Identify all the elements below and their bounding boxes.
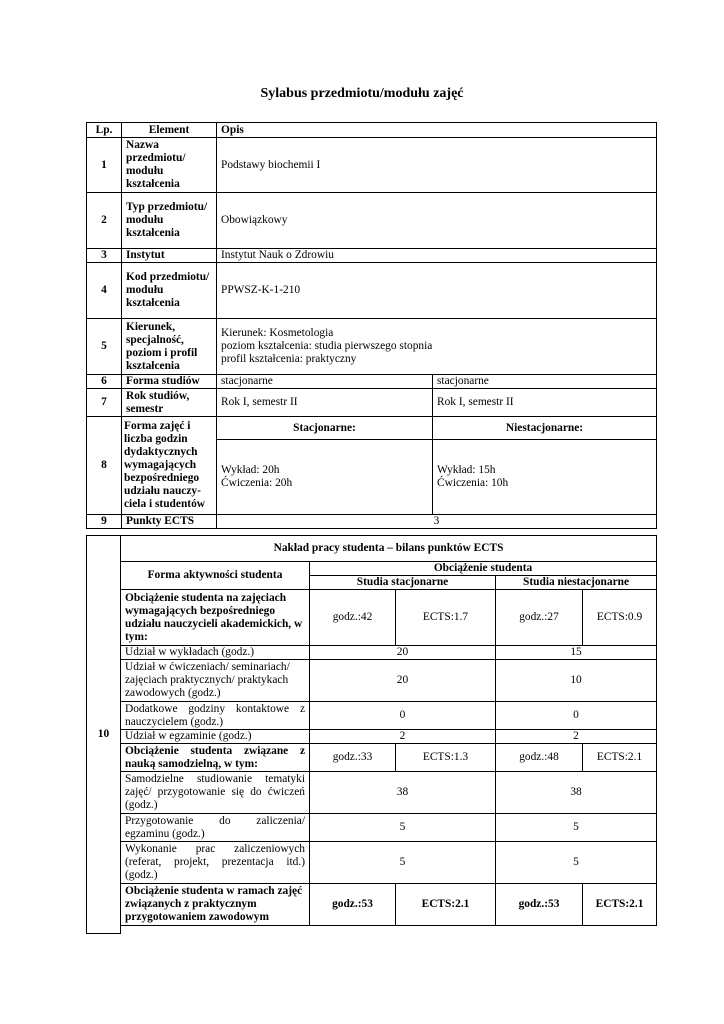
row-number: 5 bbox=[87, 319, 122, 375]
full-time-ects: ECTS:1.3 bbox=[396, 744, 496, 772]
part-time-value: 0 bbox=[496, 702, 657, 730]
full-time-value: stacjonarne bbox=[217, 375, 433, 389]
workload-header-row bbox=[121, 562, 657, 576]
row-2 bbox=[87, 193, 657, 249]
activity-label: Obciążenie studenta związane z nauką samodzielną, w tym: bbox=[121, 744, 310, 772]
row-label: Kierunek, specjalność, poziom i profil kształcenia bbox=[122, 319, 217, 375]
workload-title: Nakład pracy studenta – bilans punktów ECTS bbox=[121, 536, 657, 562]
full-time-hours: godz.:33 bbox=[310, 744, 396, 772]
part-time-ects: ECTS:2.1 bbox=[583, 744, 657, 772]
activity-label: Udział w wykładach (godz.) bbox=[121, 646, 310, 660]
part-time-hours: godz.:48 bbox=[496, 744, 583, 772]
part-time-value: 5 bbox=[496, 842, 657, 884]
row-number: 4 bbox=[87, 263, 122, 319]
workload-row bbox=[121, 702, 657, 730]
full-time-ects: ECTS:2.1 bbox=[396, 884, 496, 926]
exercise-hours: Ćwiczenia: 10h bbox=[437, 477, 509, 489]
part-time-header: Niestacjonarne: bbox=[433, 417, 657, 440]
ects-value: 3 bbox=[217, 515, 657, 529]
load-header: Obciążenie studenta bbox=[310, 562, 657, 576]
row-value: Podstawy biochemii I bbox=[217, 138, 657, 193]
row-number: 10 bbox=[87, 536, 121, 934]
workload-row bbox=[121, 884, 657, 926]
full-time-header: Studia stacjonarne bbox=[310, 576, 496, 590]
full-time-hours: godz.:53 bbox=[310, 884, 396, 926]
full-time-ects: ECTS:1.7 bbox=[396, 590, 496, 646]
workload-row bbox=[121, 590, 657, 646]
workload-row bbox=[121, 730, 657, 744]
part-time-value: 2 bbox=[496, 730, 657, 744]
activity-label: Przygotowanie do zaliczenia/ egzaminu (godz.) bbox=[121, 814, 310, 842]
exercise-hours: Ćwiczenia: 20h bbox=[221, 477, 293, 489]
row-6 bbox=[87, 375, 657, 389]
full-time-value: 38 bbox=[310, 772, 496, 814]
row-number: 8 bbox=[87, 417, 122, 515]
row-number: 6 bbox=[87, 375, 122, 389]
workload-row bbox=[121, 646, 657, 660]
part-time-ects: ECTS:2.1 bbox=[583, 884, 657, 926]
row-label: Instytut bbox=[122, 249, 217, 263]
lecture-hours: Wykład: 15h bbox=[437, 464, 496, 476]
full-time-hours bbox=[217, 440, 433, 515]
activity-label: Udział w egzaminie (godz.) bbox=[121, 730, 310, 744]
activity-label: Samodzielne studiowanie tematyki zajęć/ przygotowanie się do ćwiczeń (godz.) bbox=[121, 772, 310, 814]
lecture-hours: Wykład: 20h bbox=[221, 464, 280, 476]
part-time-hours: godz.:53 bbox=[496, 884, 583, 926]
document-title: Sylabus przedmiotu/modułu zajęć bbox=[260, 86, 464, 101]
header-opis: Opis bbox=[217, 123, 657, 138]
full-time-value: 5 bbox=[310, 814, 496, 842]
row-7 bbox=[87, 389, 657, 417]
full-time-value: 2 bbox=[310, 730, 496, 744]
row-4 bbox=[87, 263, 657, 319]
activity-label: Obciążenie studenta w ramach zajęć związanych z praktycznym przygotowaniem zawodowym bbox=[121, 884, 310, 926]
row-label: Rok studiów, semestr bbox=[122, 389, 217, 417]
part-time-ects: ECTS:0.9 bbox=[583, 590, 657, 646]
activity-label: Wykonanie prac zaliczeniowych (referat, projekt, prezentacja itd.) (godz.) bbox=[121, 842, 310, 884]
full-time-hours: godz.:42 bbox=[310, 590, 396, 646]
row-label: Forma studiów bbox=[122, 375, 217, 389]
syllabus-table bbox=[86, 122, 657, 529]
part-time-value: 15 bbox=[496, 646, 657, 660]
full-time-value: 20 bbox=[310, 646, 496, 660]
header-lp: Lp. bbox=[87, 123, 122, 138]
part-time-hours bbox=[433, 440, 657, 515]
workload-row bbox=[121, 814, 657, 842]
part-time-value: 10 bbox=[496, 660, 657, 702]
row-label: Forma zajęć i liczba godzin dydaktycznych wymagających bezpośredniego udziału nauczy-ciela i studentów bbox=[122, 417, 217, 515]
header-row bbox=[87, 123, 657, 138]
row-number: 1 bbox=[87, 138, 122, 193]
row-label: Punkty ECTS bbox=[122, 515, 217, 529]
row-value: PPWSZ-K-1-210 bbox=[217, 263, 657, 319]
full-time-value: Rok I, semestr II bbox=[217, 389, 433, 417]
row-9 bbox=[87, 515, 657, 529]
study-profile: profil kształcenia: praktyczny bbox=[221, 353, 357, 365]
field-of-study: Kierunek: Kosmetologia bbox=[221, 327, 334, 339]
study-level: poziom kształcenia: studia pierwszego stopnia bbox=[221, 340, 433, 352]
row-1 bbox=[87, 138, 657, 193]
row-value: Instytut Nauk o Zdrowiu bbox=[217, 249, 657, 263]
part-time-value: stacjonarne bbox=[433, 375, 657, 389]
activity-label: Udział w ćwiczeniach/ seminariach/ zajęciach praktycznych/ praktykach zawodowych (godz.) bbox=[121, 660, 310, 702]
activity-label: Dodatkowe godziny kontaktowe z nauczycielem (godz.) bbox=[121, 702, 310, 730]
part-time-hours: godz.:27 bbox=[496, 590, 583, 646]
row-label: Nazwa przedmiotu/ modułu kształcenia bbox=[122, 138, 217, 193]
part-time-value: 5 bbox=[496, 814, 657, 842]
row-number: 9 bbox=[87, 515, 122, 529]
workload-row bbox=[121, 842, 657, 884]
full-time-header: Stacjonarne: bbox=[217, 417, 433, 440]
row-label: Typ przedmiotu/ modułu kształcenia bbox=[122, 193, 217, 249]
header-element: Element bbox=[122, 123, 217, 138]
row-10-number-column bbox=[86, 535, 121, 934]
workload-row bbox=[121, 744, 657, 772]
part-time-value: 38 bbox=[496, 772, 657, 814]
row-value bbox=[217, 319, 657, 375]
workload-row bbox=[121, 772, 657, 814]
full-time-value: 0 bbox=[310, 702, 496, 730]
row-label: Kod przedmiotu/ modułu kształcenia bbox=[122, 263, 217, 319]
part-time-value: Rok I, semestr II bbox=[433, 389, 657, 417]
row-number: 2 bbox=[87, 193, 122, 249]
full-time-value: 5 bbox=[310, 842, 496, 884]
row-value: Obowiązkowy bbox=[217, 193, 657, 249]
row-5 bbox=[87, 319, 657, 375]
row-number: 7 bbox=[87, 389, 122, 417]
row-number: 3 bbox=[87, 249, 122, 263]
part-time-header: Studia niestacjonarne bbox=[496, 576, 657, 590]
workload-table bbox=[120, 535, 657, 926]
row-8 bbox=[87, 417, 657, 440]
full-time-value: 20 bbox=[310, 660, 496, 702]
workload-row bbox=[121, 660, 657, 702]
workload-title-row bbox=[121, 536, 657, 562]
row-3 bbox=[87, 249, 657, 263]
activity-header: Forma aktywności studenta bbox=[121, 562, 310, 590]
activity-label: Obciążenie studenta na zajęciach wymagających bezpośredniego udziału nauczycieli akademickich, w tym: bbox=[121, 590, 310, 646]
